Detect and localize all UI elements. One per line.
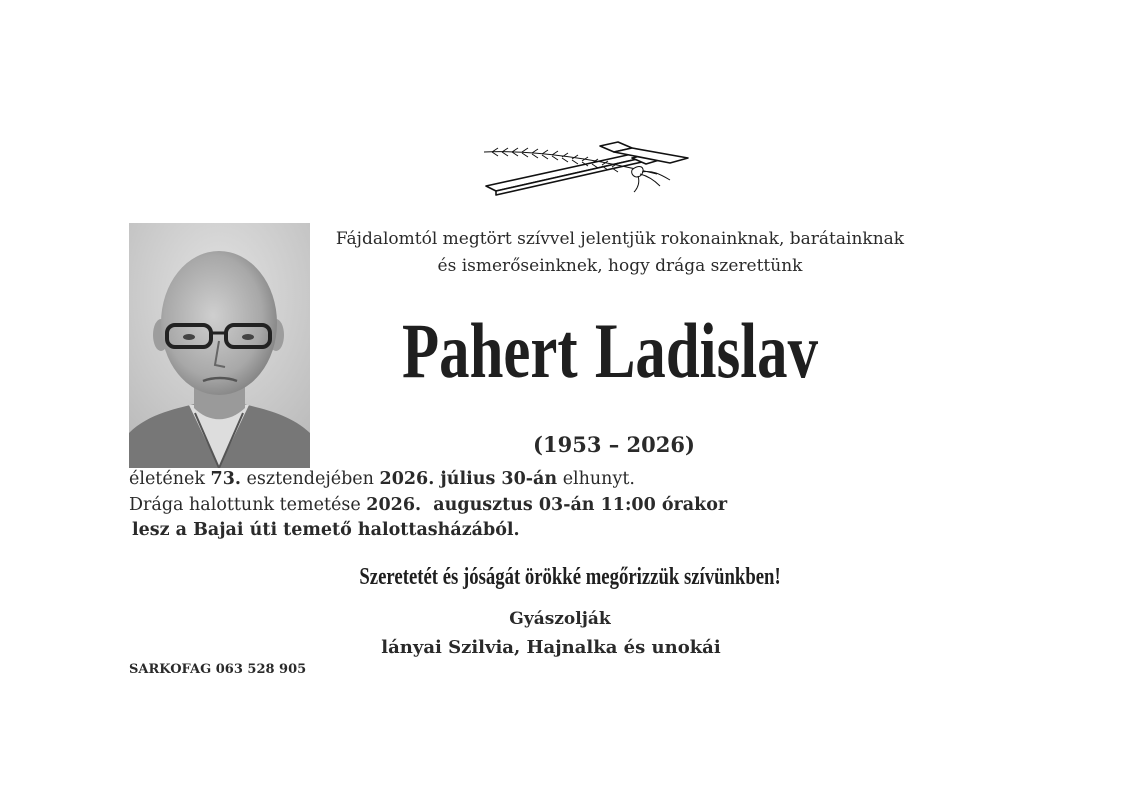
funeral-prefix: Drága halottunk temetése bbox=[129, 495, 361, 515]
mourners-label: Gyászolják bbox=[509, 609, 611, 629]
mourners-names: lányai Szilvia, Hajnalka és unokái bbox=[381, 637, 721, 658]
company-contact: SARKOFAG 063 528 905 bbox=[129, 662, 307, 677]
funeral-place: lesz a Bajai úti temető halottasházából. bbox=[132, 520, 520, 540]
intro-line-1: Fájdalomtól megtört szívvel jelentjük rokonainknak, barátainknak bbox=[335, 229, 905, 249]
intro-line-2: és ismerőseinknek, hogy drága szerettünk bbox=[437, 256, 803, 276]
death-mid: esztendejében bbox=[246, 469, 374, 489]
death-line bbox=[129, 469, 635, 489]
deceased-last-name: Ladislav bbox=[594, 307, 819, 394]
funeral-line bbox=[129, 495, 727, 515]
death-suffix: elhunyt. bbox=[562, 469, 635, 489]
life-years: (1953 – 2026) bbox=[533, 432, 695, 457]
deceased-name bbox=[368, 306, 852, 396]
death-prefix: életének bbox=[129, 469, 205, 489]
funeral-date: 2026. augusztus 03-án 11:00 órakor bbox=[366, 495, 728, 515]
deceased-first-name: Pahert bbox=[401, 307, 578, 394]
death-date: 2026. július 30-án bbox=[379, 469, 558, 489]
memorial-quote: Szeretetét és jóságát örökké megőrizzük szívünkben! bbox=[359, 564, 781, 590]
portrait-photo bbox=[129, 223, 310, 468]
death-age: 73. bbox=[210, 469, 241, 489]
cross-icon bbox=[482, 138, 694, 198]
